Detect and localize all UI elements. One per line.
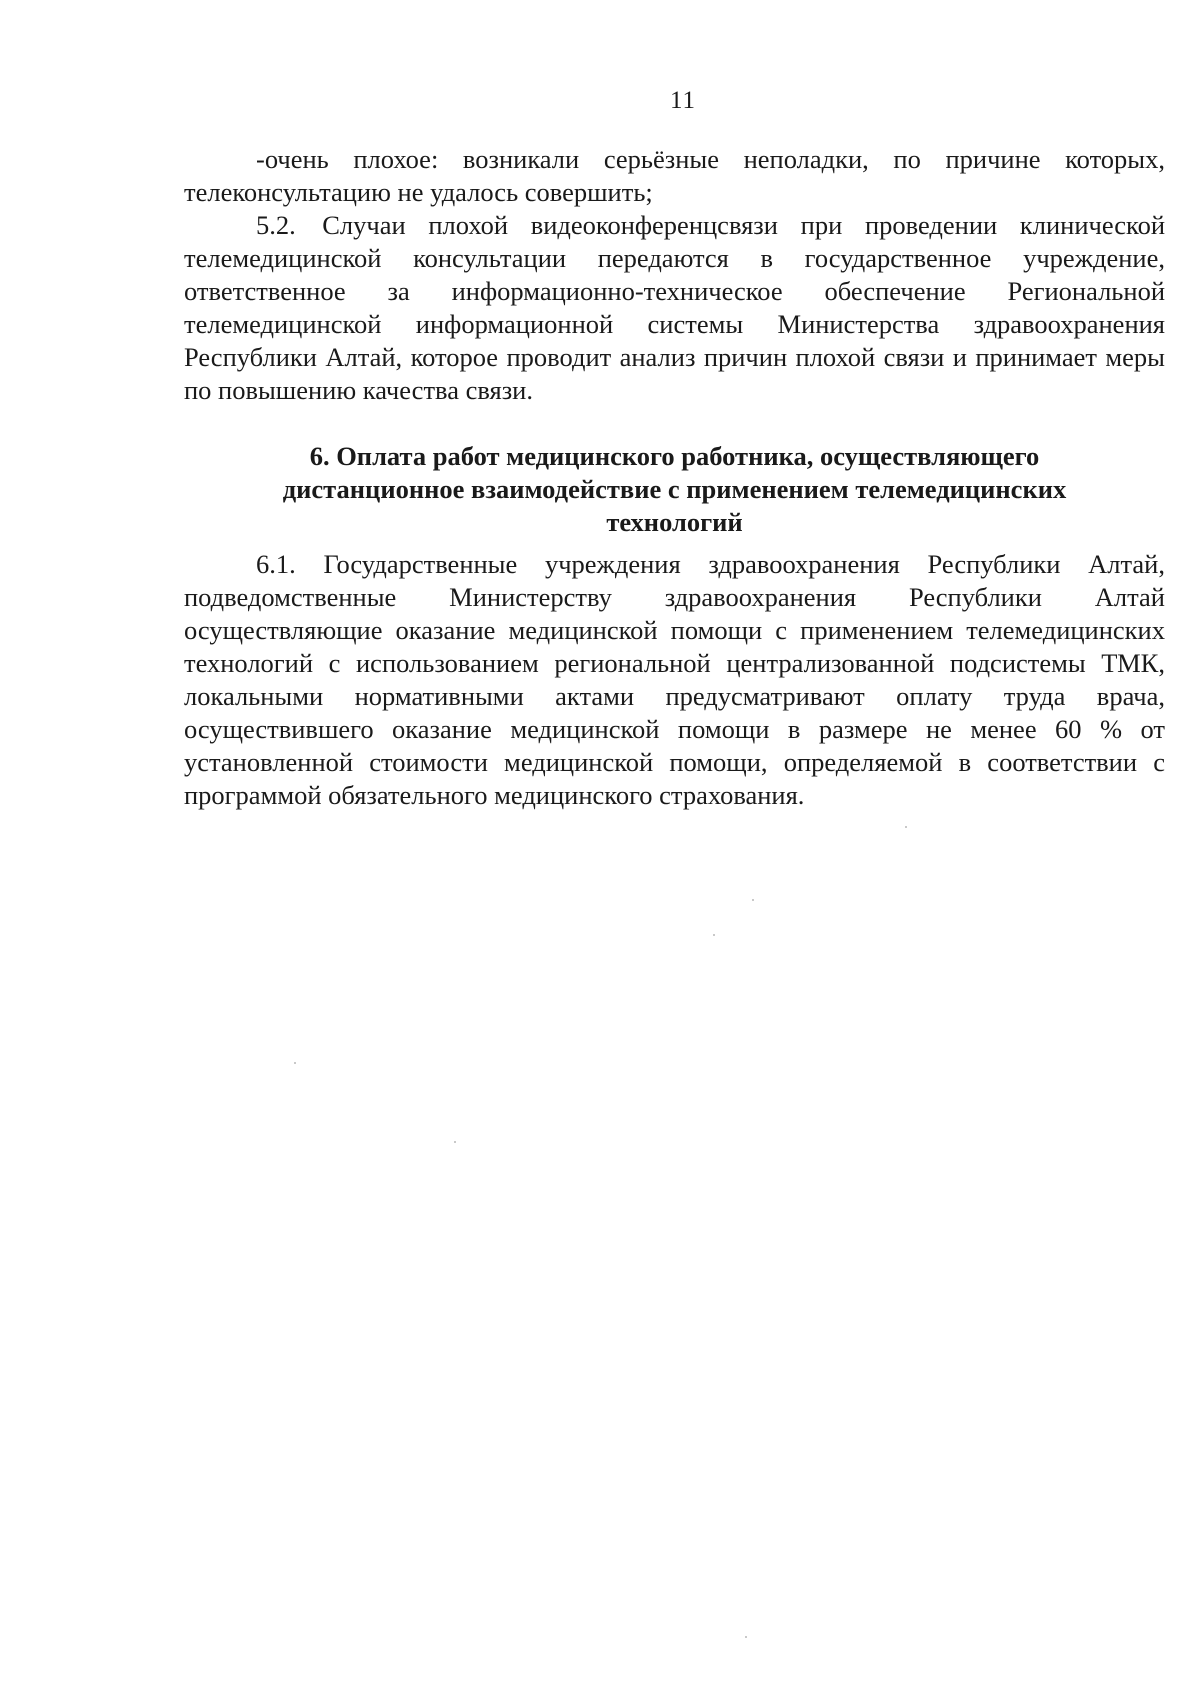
paragraph-text: -очень плохое: возникали серьёзные неполадки, по причине которых, телеконсультацию не удалось совершить;	[184, 144, 1165, 207]
page-number: 11	[669, 87, 697, 114]
paragraph-5-2	[184, 209, 1165, 407]
section-6-heading	[184, 440, 1165, 539]
heading-line-3: технологий	[606, 507, 743, 537]
paragraph-text: 5.2. Случаи плохой видеоконференцсвязи при проведении клинической телемедицинской консультации передаются в государственное учреждение, ответственное за информационно-техническое обеспечение Региональной телемедицинской информационной системы Министерства здравоохранения Республики Алтай, которое проводит анализ причин плохой связи и принимает меры по повышению качества связи.	[184, 210, 1165, 405]
paragraph-6-1	[184, 548, 1165, 812]
heading-line-1: 6. Оплата работ медицинского работника, осуществляющего	[309, 441, 1040, 471]
paragraph-text: 6.1. Государственные учреждения здравоохранения Республики Алтай, подведомственные Министерству здравоохранения Республики Алтай осуществляющие оказание медицинской помощи с применением телемедицинских технологий с использованием региональной централизованной подсистемы ТМК, локальными нормативными актами предусматривают оплату труда врача, осуществившего оказание медицинской помощи в размере не менее 60 % от установленной стоимости медицинской помощи, определяемой в соответствии с программой обязательного медицинского страхования.	[184, 549, 1165, 810]
paragraph-bad-quality	[184, 143, 1165, 209]
heading-line-2: дистанционное взаимодействие с применением телемедицинских	[282, 474, 1067, 504]
